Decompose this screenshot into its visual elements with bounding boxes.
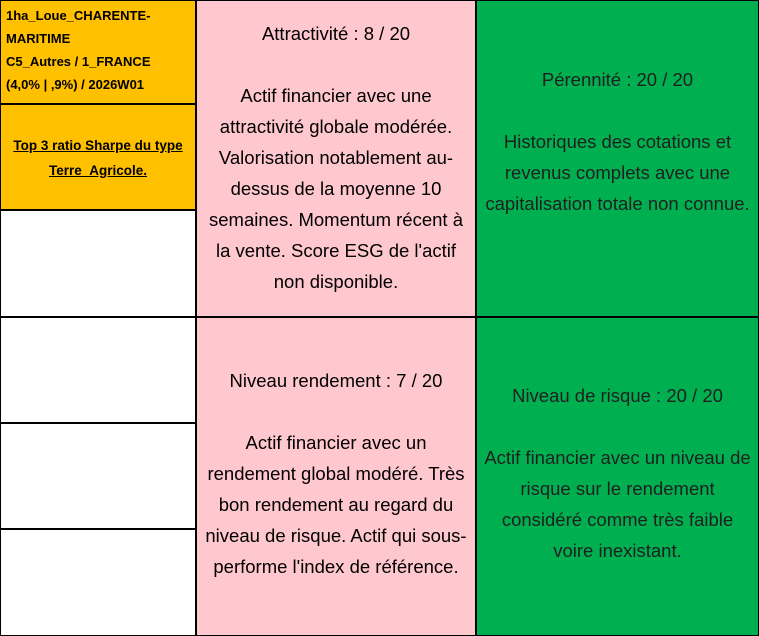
top3-sharpe-link[interactable]: Top 3 ratio Sharpe du type Terre_Agricole.	[13, 138, 183, 178]
rendement-cell	[196, 317, 476, 636]
perennite-cell	[476, 0, 759, 317]
empty-cell-1	[0, 210, 196, 317]
risque-text: Actif financier avec un niveau de risque sur le rendement considéré comme très faible voire inexistant.	[484, 447, 751, 561]
asset-info-cell	[0, 0, 196, 104]
empty-cell-4	[0, 529, 196, 636]
top3-sharpe-cell[interactable]	[0, 104, 196, 210]
asset-category: C5_Autres / 1_FRANCE	[6, 54, 151, 69]
asset-name: 1ha_Loue_CHARENTE-MARITIME	[6, 8, 151, 46]
attractivite-text: Actif financier avec une attractivité globale modérée. Valorisation notablement au-dessus de la moyenne 10 semaines. Momentum récent à la vente. Score ESG de l'actif non disponible.	[209, 85, 463, 292]
risque-cell	[476, 317, 759, 636]
risque-title: Niveau de risque : 20 / 20	[512, 385, 723, 406]
empty-cell-3	[0, 423, 196, 529]
rendement-title: Niveau rendement : 7 / 20	[229, 370, 443, 391]
rendement-text: Actif financier avec un rendement global modéré. Très bon rendement au regard du niveau de risque. Actif qui sous-performe l'index de référence.	[205, 432, 467, 577]
perennite-text: Historiques des cotations et revenus complets avec une capitalisation totale non connue.	[485, 131, 750, 214]
attractivite-title: Attractivité : 8 / 20	[261, 23, 411, 44]
perennite-title: Pérennité : 20 / 20	[541, 69, 694, 90]
attractivite-cell	[196, 0, 476, 317]
empty-cell-2	[0, 317, 196, 423]
asset-stats: (4,0% | ,9%) / 2026W01	[6, 77, 145, 92]
